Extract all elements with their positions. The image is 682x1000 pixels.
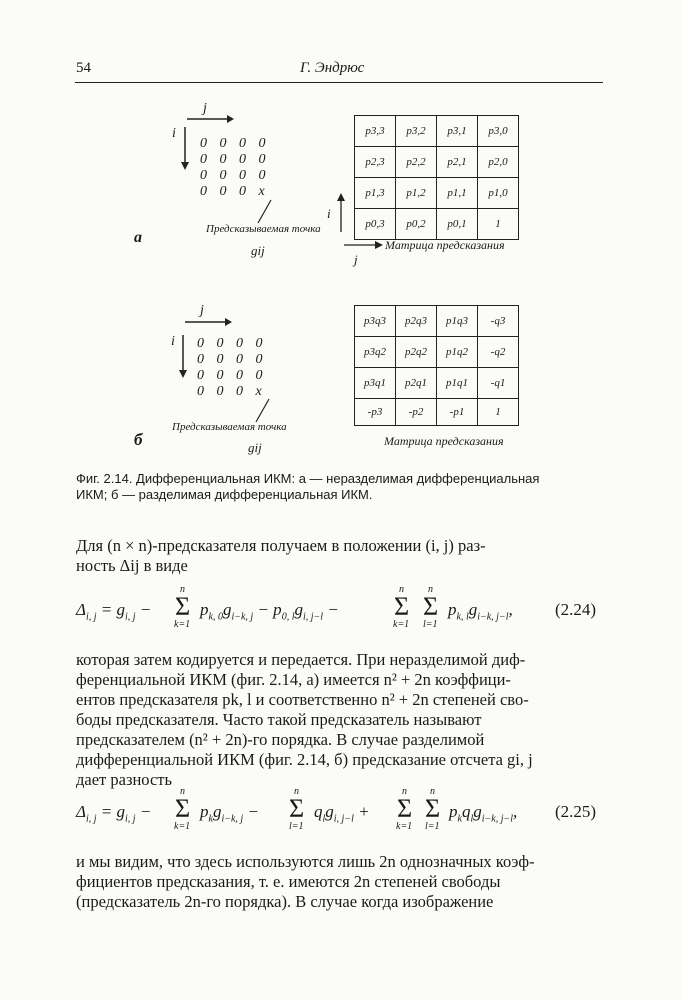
fig-a-g-label: gij [251, 243, 265, 258]
matrix-cell: p2q1 [396, 368, 437, 399]
fig-b-grid-row: 0 0 0 0 [197, 336, 263, 351]
fig-a-grid-row: 0 0 0 0 [200, 136, 266, 151]
paragraph-2-line: боды предсказателя. Часто такой предсказатель называют [76, 710, 482, 729]
fig-b-matrix [354, 305, 519, 426]
fig-b-grid-row: 0 0 0 x [197, 384, 262, 399]
fig-a-matrix-i: i [327, 206, 331, 221]
fig-a-grid-row: 0 0 0 0 [200, 168, 266, 183]
matrix-cell: -p2 [396, 399, 437, 426]
paragraph-3-line: и мы видим, что здесь используются лишь 2n однозначных коэф- [76, 852, 535, 871]
paragraph-1-line: ность Δij в виде [76, 556, 188, 575]
paragraph-2-line: ентов предсказателя pk, l и соответственно n² + 2n степеней сво- [76, 690, 529, 709]
matrix-cell: p1,2 [396, 178, 437, 209]
paragraph-2-line: предсказателем (n² + 2n)-го порядка. В случае разделимой [76, 730, 485, 749]
figure-b [0, 0, 682, 460]
matrix-cell: p1q3 [437, 306, 478, 337]
matrix-cell: p3q3 [355, 306, 396, 337]
figure-caption-line-2: ИКМ; б — разделимая дифференциальная ИКМ. [76, 487, 373, 502]
equation-2-25: $\Delta_{i, j} = g_{i, j}$ − n Σ k=1 $p_kg_{i-k, j}$ − n Σ l=1 $q_lg_{i, j-l}$ + n Σ k=1 n Σ l=1 $p_kq_lg_{i-k, j-l}$, (2.25) [76, 786, 597, 832]
matrix-cell: 1 [478, 209, 519, 240]
matrix-cell: p3,3 [355, 116, 396, 147]
paragraph-2-line: которая затем кодируется и передается. При неразделимой диф- [76, 650, 526, 669]
fig-a-label: а [134, 229, 142, 246]
matrix-cell: p3q2 [355, 337, 396, 368]
matrix-cell: -q2 [478, 337, 519, 368]
matrix-cell: p1q1 [437, 368, 478, 399]
fig-a-grid-row: 0 0 0 0 [200, 152, 266, 167]
fig-b-axis-j: j [200, 303, 204, 318]
matrix-cell: p3q1 [355, 368, 396, 399]
matrix-cell: p1,3 [355, 178, 396, 209]
equation-number: (2.25) [555, 802, 597, 821]
matrix-cell: p3,0 [478, 116, 519, 147]
fig-b-j-arrow-icon [183, 315, 233, 329]
fig-b-predicted-point: Предсказываемая точка [172, 421, 287, 433]
matrix-cell: p3,2 [396, 116, 437, 147]
fig-a-axis-j: j [203, 101, 207, 116]
matrix-cell: p2,1 [437, 147, 478, 178]
paragraph-3-line: (предсказатель 2n-го порядка). В случае когда изображение [76, 892, 494, 911]
matrix-cell: p1,0 [478, 178, 519, 209]
matrix-cell: p3,1 [437, 116, 478, 147]
fig-a-axis-i: i [172, 126, 176, 141]
fig-b-grid-row: 0 0 0 0 [197, 352, 263, 367]
matrix-cell: p1q2 [437, 337, 478, 368]
matrix-cell: p2,3 [355, 147, 396, 178]
matrix-cell: p2q2 [396, 337, 437, 368]
matrix-cell: p0,3 [355, 209, 396, 240]
matrix-cell: p1,1 [437, 178, 478, 209]
figure-caption-line-1: Фиг. 2.14. Дифференциальная ИКМ: а — неразделимая дифференциальная [76, 471, 540, 486]
running-title: Г. Эндрюс [300, 60, 365, 76]
fig-a-matrix-j: j [354, 252, 358, 267]
page-number: 54 [76, 60, 91, 76]
fig-b-g-label: gij [248, 440, 262, 455]
matrix-cell: p2q3 [396, 306, 437, 337]
fig-a-predicted-point: Предсказываемая точка [206, 223, 321, 235]
paragraph-2-line: ференциальной ИКМ (фиг. 2.14, а) имеется n² + 2n коэффици- [76, 670, 511, 689]
paragraph-3-line: фициентов предсказания, т. е. имеются 2n степеней свободы [76, 872, 501, 891]
fig-a-grid-row: 0 0 0 x [200, 184, 265, 199]
matrix-cell: p0,2 [396, 209, 437, 240]
equation-2-24: $\Delta_{i, j} = g_{i, j}$ − n Σ k=1 $p_{k, 0}g_{i-k, j} - p_{0, l}g_{i, j-l}$ − n Σ k=1 n Σ l=1 $p_{k, l}g_{i-k, j-l}$, (2.24) [76, 584, 597, 630]
fig-b-grid-row: 0 0 0 0 [197, 368, 263, 383]
paragraph-2-line: дает разность [76, 770, 173, 789]
paragraph-2-line: дифференциальной ИКМ (фиг. 2.14, б) предсказание отсчета gi, j [76, 750, 533, 769]
paragraph-1-line: Для (n × n)-предсказателя получаем в положении (i, j) раз- [76, 536, 486, 555]
fig-b-matrix-label: Матрица предсказания [384, 434, 504, 448]
matrix-cell: -q3 [478, 306, 519, 337]
matrix-cell: p0,1 [437, 209, 478, 240]
equation-number: (2.24) [555, 600, 597, 619]
fig-a-matrix-label: Матрица предсказания [385, 238, 505, 252]
fig-b-i-arrow-icon [178, 333, 190, 379]
matrix-cell: p2,0 [478, 147, 519, 178]
fig-b-label: б [134, 430, 143, 449]
matrix-cell: -p1 [437, 399, 478, 426]
matrix-cell: 1 [478, 399, 519, 426]
matrix-cell: p2,2 [396, 147, 437, 178]
matrix-cell: -q1 [478, 368, 519, 399]
fig-b-axis-i: i [171, 334, 175, 349]
matrix-cell: -p3 [355, 399, 396, 426]
